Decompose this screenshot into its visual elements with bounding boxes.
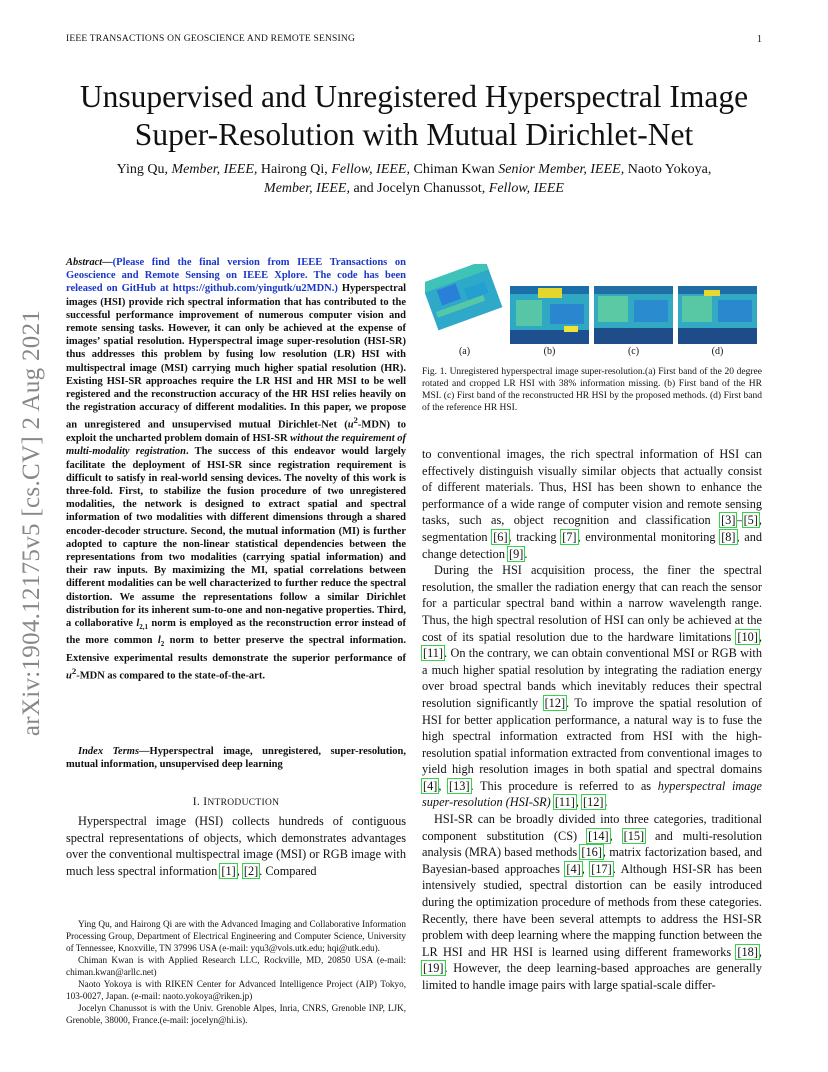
abstract: [66, 256, 406, 682]
body-text: During the HSI acquisition process, the finer the spectral resolution, the smaller the radiation energy that can reach the sensor for a particular spectral band within a narrow wavelength range. Thus, the high spectral resolution of HSI can only be achieved at the cost of its spatial resolution due to the hardware limitations: [422, 563, 762, 644]
math-sup: 2: [71, 665, 77, 676]
citation-link[interactable]: [15]: [623, 828, 645, 843]
citation-link[interactable]: [14]: [588, 828, 609, 843]
citation-link[interactable]: [17]: [591, 861, 612, 876]
index-terms-label: Index Terms: [78, 746, 140, 757]
body-text: . To improve the spatial resolution of HSI for better application performance, a natural way is to fuse the high spectral information extracted from HSI with the high-resolution spatial information extracted from conventional images to yield high resolution images in both spatial and spectral domains: [422, 695, 762, 777]
citation-link[interactable]: [11]: [554, 795, 575, 810]
author-name: Naoto Yokoya,: [624, 162, 712, 177]
body-paragraph: [422, 446, 762, 562]
abstract-text: . The success of this endeavor would largely facilitate the deployment of HSI-SR since registration requirement is difficult to satisfy in real-world sensing devices. The novelty of this work is three-fold. First, to stabilize the fusion procedure of two unregistered modalities, the network is designed to extract spatial and spectral information of two modalities with different dimensions through a shared encoder-decoder structure. Second, the mutual information (MI) is further adopted to capture the non-linear statistical dependencies between the representations from two modalities (carrying spatial information) and their raw inputs. By maximizing the MI, spatial correlations between different modalities can be well characterized to further reduce the spectral distortion. We assume the representations follow a similar Dirichlet distribution for its inherent sum-to-one and non-negative properties. Third, a collaborative: [66, 446, 406, 629]
intro-paragraph: [66, 813, 406, 879]
citation-link[interactable]: [16]: [581, 845, 602, 860]
author-name: and Jocelyn Chanussot,: [349, 181, 489, 196]
citation-link[interactable]: [5]: [743, 513, 758, 528]
footnote: Jocelyn Chanussot is with the Univ. Grenoble Alpes, Inria, CNRS, Grenoble INP, LJK, Grenoble, 38000, France.(e-mail: jocelyn@hi.is).: [66, 1003, 406, 1025]
index-terms-text: Hyperspectral image, unregistered, super-resolution, mutual information, unsupervised deep learning: [66, 746, 406, 771]
code-link[interactable]: (Please find the final version from IEEE Transactions on Geoscience and Remote Sensing on IEEE Xplore. The code has been released on GitHub at https://github.com/yingutk/u2MDN.): [66, 257, 406, 295]
author-list: [40, 160, 788, 198]
body-text: ,: [758, 629, 762, 644]
section-number: I.: [192, 796, 204, 808]
abstract-text: norm to better preserve the spectral information. Extensive experimental results demonstrate the superior performance of: [66, 635, 407, 664]
citation-link[interactable]: [6]: [493, 529, 508, 544]
math-sub: 2,1: [139, 623, 149, 632]
author-name: Ying Qu,: [116, 162, 172, 177]
author-name: Chiman Kwan: [409, 162, 499, 177]
body-paragraph: [422, 562, 762, 811]
citation-link[interactable]: [1]: [221, 863, 236, 878]
figure-panel-c: [594, 264, 673, 344]
author-name: Hairong Qi,: [257, 162, 332, 177]
intro-text: Hyperspectral image (HSI) collects hundreds of contiguous spectral representations of objects, which demonstrates advantages over the conventional multispectral image (MSI) or RGB image with much less spectral information: [66, 814, 406, 878]
citation-link[interactable]: [4]: [423, 778, 438, 793]
running-head: IEEE TRANSACTIONS ON GEOSCIENCE AND REMOTE SENSING: [66, 34, 356, 44]
footnotes: [66, 918, 406, 1026]
section-title-rest: NTRODUCTION: [207, 798, 280, 808]
body-text: ,: [609, 828, 623, 843]
abstract-text: Hyperspectral images (HSI) provide rich spectral information that has contributed to the successful performance improvement of numerous computer vision and remote sensing tasks. However, it can only be achieved at the expense of images’ spatial resolution. Hyperspectral image super-resolution (HSI-SR) thus addresses this problem by fusing low resolution (LR) HSI with multispectral image (MSI) carrying much higher spatial resolution (HR). Existing HSI-SR approaches require the LR HSI and HR MSI to be well registered and the reconstruction accuracy of the HR HSI relies heavily on the registration accuracy of different modalities. In this paper, we propose an unregistered and unsupervised mutual Dirichlet-Net (: [66, 283, 406, 431]
footnote: Ying Qu, and Hairong Qi are with the Advanced Imaging and Collaborative Information Processing Group, Department of Electrical Engineering and Computer Science, University of Tennessee, Knoxville, TN 37996 USA (e-mail: yqu3@vols.utk.edu; hqi@utk.edu).: [66, 919, 406, 953]
body-text: .: [604, 795, 608, 810]
index-terms: [66, 745, 406, 771]
figure-1: [422, 264, 762, 364]
figure-caption: Fig. 1. Unregistered hyperspectral image super-resolution.(a) First band of the 20 degree rotated and cropped LR HSI with 38% information missing. (b) First band of the HR MSI. (c) First band of the reconstructed HR HSI by the proposed methods. (d) First band of the reference HR HSI.: [422, 367, 762, 413]
figure-panel-b: [510, 264, 589, 344]
body-text: . Although HSI-SR has been intensively studied, spectral distortion can be easily introduced during the optimization procedure of methods from these categories. Recently, there have been several attempts to address the HSI-SR problem with deep learning where the mapping function between the LR HSI and HR HSI is learned using different frameworks: [422, 861, 762, 959]
citation-link[interactable]: [13]: [449, 778, 470, 793]
figure-panel-d: [678, 264, 757, 344]
author-line-1: [40, 160, 788, 179]
citation-link[interactable]: [7]: [562, 529, 577, 544]
paper-title: Unsupervised and Unregistered Hyperspectral Image Super-Resolution with Mutual Dirichlet-Net: [79, 79, 749, 152]
index-terms-dash: —: [139, 746, 150, 757]
abstract-dash: —: [102, 257, 113, 268]
footnote: Chiman Kwan is with Applied Research LLC, Rockville, MD, 20850 USA (e-mail: chiman.kwan@arllc.net): [66, 955, 406, 977]
intro-text: . Compared: [259, 863, 317, 878]
panel-d-image: [678, 264, 757, 344]
body-text: , environmental monitoring: [577, 529, 721, 544]
footnote: Naoto Yokoya is with RIKEN Center for Advanced Intelligence Project (AIP) Tokyo, 103-0027, Japan. (e-mail: naoto.yokoya@riken.jp): [66, 979, 406, 1001]
citation-link[interactable]: [4]: [566, 861, 581, 876]
math-l: l: [157, 635, 161, 647]
citation-link[interactable]: [12]: [544, 695, 566, 710]
citation-link[interactable]: [11]: [423, 646, 444, 661]
body-text: and multi-resolution analysis (MRA) based methods: [422, 828, 762, 860]
panel-label: (d): [711, 346, 724, 357]
body-text: . This procedure is referred to as: [470, 778, 658, 793]
panel-label: (a): [458, 346, 471, 357]
section-heading: [66, 796, 406, 808]
panel-label: (b): [543, 346, 556, 357]
panel-c-image: [594, 264, 673, 344]
abstract-label: Abstract: [66, 257, 103, 268]
author-line-2: [40, 179, 788, 198]
citation-link[interactable]: [2]: [243, 863, 259, 878]
author-role: Member, IEEE,: [264, 181, 350, 196]
citation-link[interactable]: [19]: [423, 961, 444, 976]
body-paragraph: [422, 811, 762, 994]
figure-panel-a: [425, 264, 504, 344]
citation-link[interactable]: [18]: [737, 944, 758, 959]
arxiv-stamp-text: arXiv:1904.12175v5 [cs.CV] 2 Aug 2021: [18, 309, 45, 737]
abstract-text: -MDN) to exploit the uncharted problem domain of HSI-SR: [66, 419, 406, 445]
abstract-text: -MDN as compared to the state-of-the-art.: [76, 670, 265, 682]
arxiv-stamp: [4, 288, 60, 758]
panel-b-image: [510, 264, 589, 344]
body-italic: hyperspectral image super-resolution (HSI-SR): [422, 778, 762, 810]
body-text: ,: [575, 795, 582, 810]
body-text: –: [736, 513, 743, 528]
intro-sep: ,: [236, 863, 243, 878]
math-sup: 2: [353, 415, 358, 426]
right-column-body: [422, 446, 762, 994]
body-text: HSI-SR can be broadly divided into three categories, traditional component substitution (CS): [422, 812, 762, 843]
body-text: . However, the deep learning-based approaches are generally limited to handle image pairs with large spatial-scale differ-: [422, 961, 762, 992]
citation-link[interactable]: [12]: [583, 795, 604, 810]
citation-link[interactable]: [8]: [721, 529, 736, 544]
citation-link[interactable]: [10]: [737, 629, 758, 644]
math-l: l: [136, 617, 140, 629]
author-role: Fellow, IEEE,: [331, 162, 410, 177]
body-text: .: [524, 546, 528, 561]
body-text: ,: [758, 944, 762, 959]
citation-link[interactable]: [3]: [721, 513, 736, 528]
body-text: , segmentation: [422, 513, 762, 544]
section-title-first: I: [203, 796, 208, 808]
body-text: . On the contrary, we can obtain conventional MSI or RGB with a much higher spatial resolution by integrating the radiation energy over broad spectral bands which inevitably reduces their spectral resolution significantly: [422, 646, 762, 710]
body-text: , matrix factorization based, and Bayesian-based approaches: [422, 845, 762, 876]
page-number: 1: [757, 34, 762, 45]
author-role: Fellow, IEEE: [488, 181, 564, 196]
abstract-italic: without the requirement of multi-modality registration: [66, 433, 406, 458]
body-text: , tracking: [508, 529, 562, 544]
math-sub: 2: [160, 640, 165, 649]
body-text: to conventional images, the rich spectral information of HSI can effectively distinguish visually similar objects that actually consist of different materials. Thus, HSI has been shown to enhance the performance of a wide range of computer vision and remote sensing tasks, such as, object recognition and classification: [422, 447, 762, 528]
citation-link[interactable]: [9]: [509, 546, 524, 561]
math-u: u: [66, 670, 72, 682]
body-text: , and change detection: [422, 529, 762, 561]
panel-label: (c): [627, 346, 640, 357]
abstract-text: norm is employed as the reconstruction error instead of the more common: [66, 617, 406, 647]
panel-a-image: [425, 264, 504, 344]
author-role: Senior Member, IEEE,: [498, 162, 625, 177]
author-role: Member, IEEE,: [171, 162, 258, 177]
math-u: u: [347, 419, 354, 431]
body-text: ,: [438, 778, 449, 793]
body-text: ,: [581, 861, 591, 876]
